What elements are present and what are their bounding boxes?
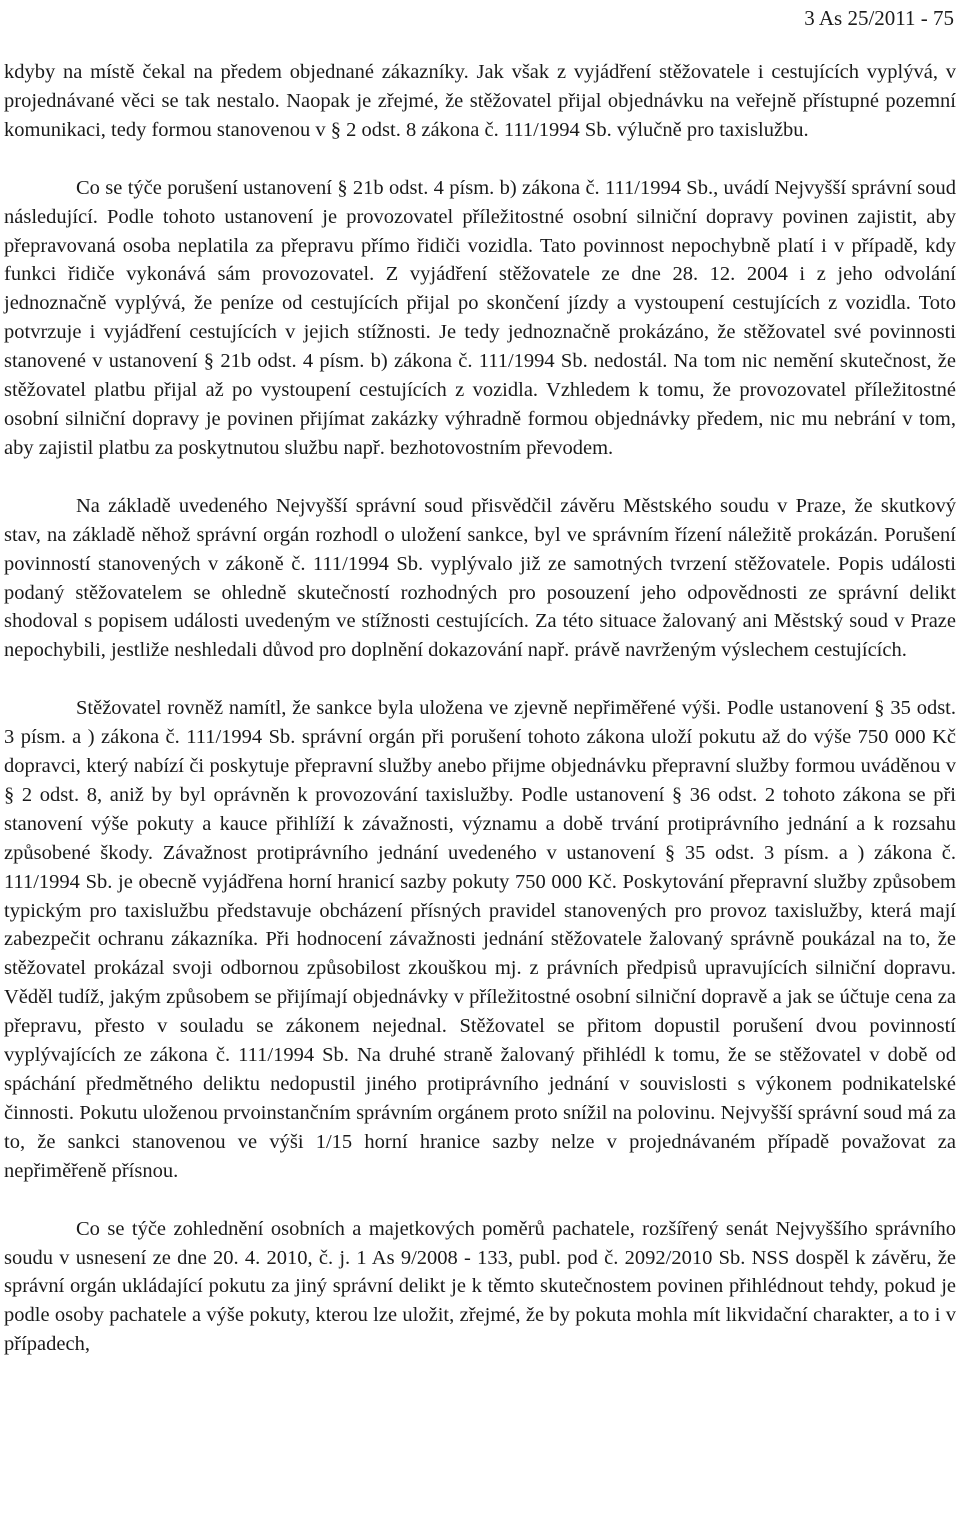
paragraph-court-conclusion: Na základě uvedeného Nejvyšší správní soud přisvědčil závěru Městského soudu v Praze, že skutkový stav, na základě něhož správní orgán rozhodl o uložení sankce, byl ve správním řízení náležitě prokázán. Porušení povinností stanovených v zákoně č. 111/1994 Sb. vyplývalo již ze samotných tvrzení stěžovatele. Popis události podaný stěžovatelem se ohledně skutečností rozhodných pro posouzení jeho odpovědnosti ze správní delikt shodoval s popisem události uvedeným ve stížnosti cestujících. Za této situace žalovaný ani Městský soud v Praze nepochybili, jestliže neshledali důvod pro doplnění dokazování např. právě navrženým výslechem cestujících. <box>4 494 956 662</box>
paragraph-21b-violation: Co se týče porušení ustanovení § 21b odst. 4 písm. b) zákona č. 111/1994 Sb., uvádí Nejvyšší správní soud následující. Podle tohoto ustanovení je provozovatel příležitostné osobní silniční dopravy povinen zajistit, aby přepravovaná osoba neplatila za přepravu přímo řidiči vozidla. Tato povinnost nepochybně platí i v případě, kdy funkci řidiče vykonává sám provozovatel. Z vyjádření stěžovatele ze dne 28. 12. 2004 i z jeho odvolání jednoznačně vyplývá, že peníze od cestujících přijal po skončení jízdy a vystoupení cestujících z vozidla. Toto potvrzuje i vyjádření cestujících v jejich stížnosti. Je tedy jednoznačně prokázáno, že stěžovatel své povinnosti stanovené v ustanovení § 21b odst. 4 písm. b) zákona č. 111/1994 Sb. nedostál. Na tom nic nemění skutečnost, že stěžovatel platbu přijal až po vystoupení cestujících z vozidla. Vzhledem k tomu, že provozovatel příležitostné osobní silniční dopravy je povinen přijímat zakázky výhradně formou objednávky předem, nic mu nebrání v tom, aby zajistil platbu za poskytnutou službu např. bezhotovostním převodem. <box>4 176 956 459</box>
paragraph-sanction-amount: Stěžovatel rovněž namítl, že sankce byla uložena ve zjevně nepřiměřené výši. Podle ustanovení § 35 odst. 3 písm. a ) zákona č. 111/1994 Sb. správní orgán při porušení tohoto zákona uloží pokutu až do výše 750 000 Kč dopravci, který nabízí či poskytuje přepravní služby anebo přijme objednávku přepravní služby formou uváděnou v § 2 odst. 8, aniž by byl oprávněn k provozování taxislužby. Podle ustanovení § 36 odst. 2 tohoto zákona se při stanovení výše pokuty a kauce přihlíží k závažnosti, významu a době trvání protiprávního jednání a k rozsahu způsobené škody. Závažnost protiprávního jednání uvedeného v ustanovení § 35 odst. 3 písm. a ) zákona č. 111/1994 Sb. je obecně vyjádřena horní hranicí sazby pokuty 750 000 Kč. Poskytování přepravní služby způsobem typickým pro taxislužbu představuje obcházení přísných pravidel stanovených pro provoz taxislužby, která mají zabezpečit ochranu zákazníka. Při hodnocení závažnosti jednání stěžovatele žalovaný správně poukázal na to, že stěžovatel prokázal svoji odbornou způsobilost zkouškou mj. z právních předpisů upravujících silniční dopravu. Věděl tudíž, jakým způsobem se přijímají objednávky v příležitostné osobní silniční dopravě a jak se účtuje cena za přepravu, přesto v souladu se zákonem nejednal. Stěžovatel se přitom dopustil porušení dvou povinností vyplývajících ze zákona č. 111/1994 Sb. Na druhé straně žalovaný přihlédl k tomu, že se stěžovatel v době od spáchání předmětného deliktu nedopustil jiného protiprávního jednání v souvislosti s výkonem podnikatelské činnosti. Pokutu uloženou prvoinstančním správním orgánem proto snížil na polovinu. Nejvyšší správní soud má za to, že sankci stanovenou ve výši 1/15 horní hranice sazby nelze v projednávaném případě považovat za nepřiměřeně přísnou. <box>4 697 956 1182</box>
paragraph-continuation: kdyby na místě čekal na předem objednané zákazníky. Jak však z vyjádření stěžovatele i cestujících vyplývá, v projednávané věci se tak nestalo. Naopak je zřejmé, že stěžovatel přijal objednávku na veřejně přístupné pozemní komunikaci, tedy formou stanovenou v § 2 odst. 8 zákona č. 111/1994 Sb. výlučně pro taxislužbu. <box>4 61 956 141</box>
page-header-case-number: 3 As 25/2011 - 75 <box>804 6 954 30</box>
paragraph-personal-circumstances: Co se týče zohlednění osobních a majetkových poměrů pachatele, rozšířený senát Nejvyššího správního soudu v usnesení ze dne 20. 4. 2010, č. j. 1 As 9/2008 - 133, publ. pod č. 2092/2010 Sb. NSS dospěl k závěru, že správní orgán ukládající pokutu za jiný správní delikt je k těmto skutečnostem povinen přihlédnout tehdy, pokud je podle osoby pachatele a výše pokuty, kterou lze uložit, zřejmé, že by pokuta mohla mít likvidační charakter, a to i v případech, <box>4 1217 956 1356</box>
document-body <box>4 58 956 1359</box>
